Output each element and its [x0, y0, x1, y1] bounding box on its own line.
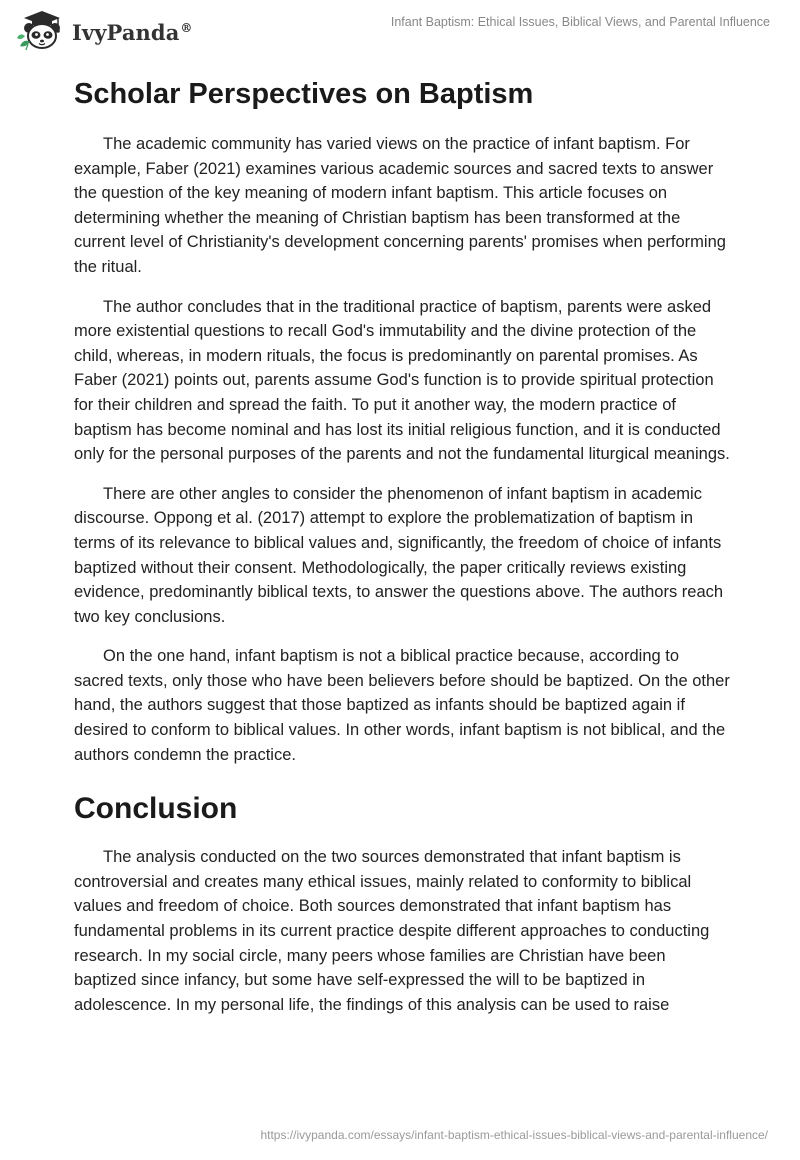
- ivypanda-logo[interactable]: [14, 8, 193, 54]
- paragraph: The analysis conducted on the two sources demonstrated that infant baptism is controversial and creates many ethical issues, mainly related to conformity to biblical values and freedom of choice. Both sources demonstrated that infant baptism has fundamental problems in its current practice despite different approaches to conducting research. In my social circle, many peers whose families are Christian have been baptized since infancy, but some have self-expressed the will to be baptized in adolescence. In my personal life, the findings of this analysis can be used to raise: [74, 848, 710, 1014]
- registered-mark: ®: [180, 20, 193, 35]
- panda-graduate-icon: [14, 8, 70, 54]
- page-header: [0, 0, 800, 60]
- brand-name: IvyPanda®: [72, 19, 193, 45]
- section-heading-scholar-perspectives: Scholar Perspectives on Baptism: [74, 78, 534, 110]
- paragraph: On the one hand, infant baptism is not a biblical practice because, according to sacred texts, only those who have been believers before should be baptized. On the other hand, the authors suggest that those baptized as infants should be baptized again if desired to conform to biblical values. In other words, infant baptism is not biblical, and the authors condemn the practice.: [74, 647, 730, 764]
- paragraph: The author concludes that in the traditional practice of baptism, parents were asked more existential questions to recall God's immutability and the divine protection of the child, whereas, in modern rituals, the focus is predominantly on parental promises. As Faber (2021) points out, parents assume God's function is to provide spiritual protection for their children and spread the faith. To put it another way, the modern practice of baptism has become nominal and has lost its initial religious function, and it is conducted only for the personal purposes of the parents and not the fundamental liturgical meanings.: [74, 297, 730, 464]
- essay-body: [74, 70, 730, 1032]
- paragraph: There are other angles to consider the phenomenon of infant baptism in academic discourse. Oppong et al. (2017) attempt to explore the problematization of baptism in terms of its relevance to biblical values and, significantly, the freedom of choice of infants baptized without their consent. Methodologically, the paper critically reviews existing evidence, predominantly biblical texts, to answer the questions above. The authors reach two key conclusions.: [74, 484, 724, 626]
- document-title: Infant Baptism: Ethical Issues, Biblical Views, and Parental Influence: [390, 15, 770, 29]
- section-heading-conclusion: Conclusion: [74, 792, 238, 826]
- source-url-link[interactable]: https://ivypanda.com/essays/infant-baptism-ethical-issues-biblical-views-and-parental-influence/: [260, 1128, 768, 1142]
- paragraph: The academic community has varied views on the practice of infant baptism. For example, Faber (2021) examines various academic sources and sacred texts to answer the question of the key meaning of modern infant baptism. This article focuses on determining whether the meaning of Christian baptism has been transformed at the current level of Christianity's development concerning parents' promises when performing the ritual.: [74, 135, 726, 276]
